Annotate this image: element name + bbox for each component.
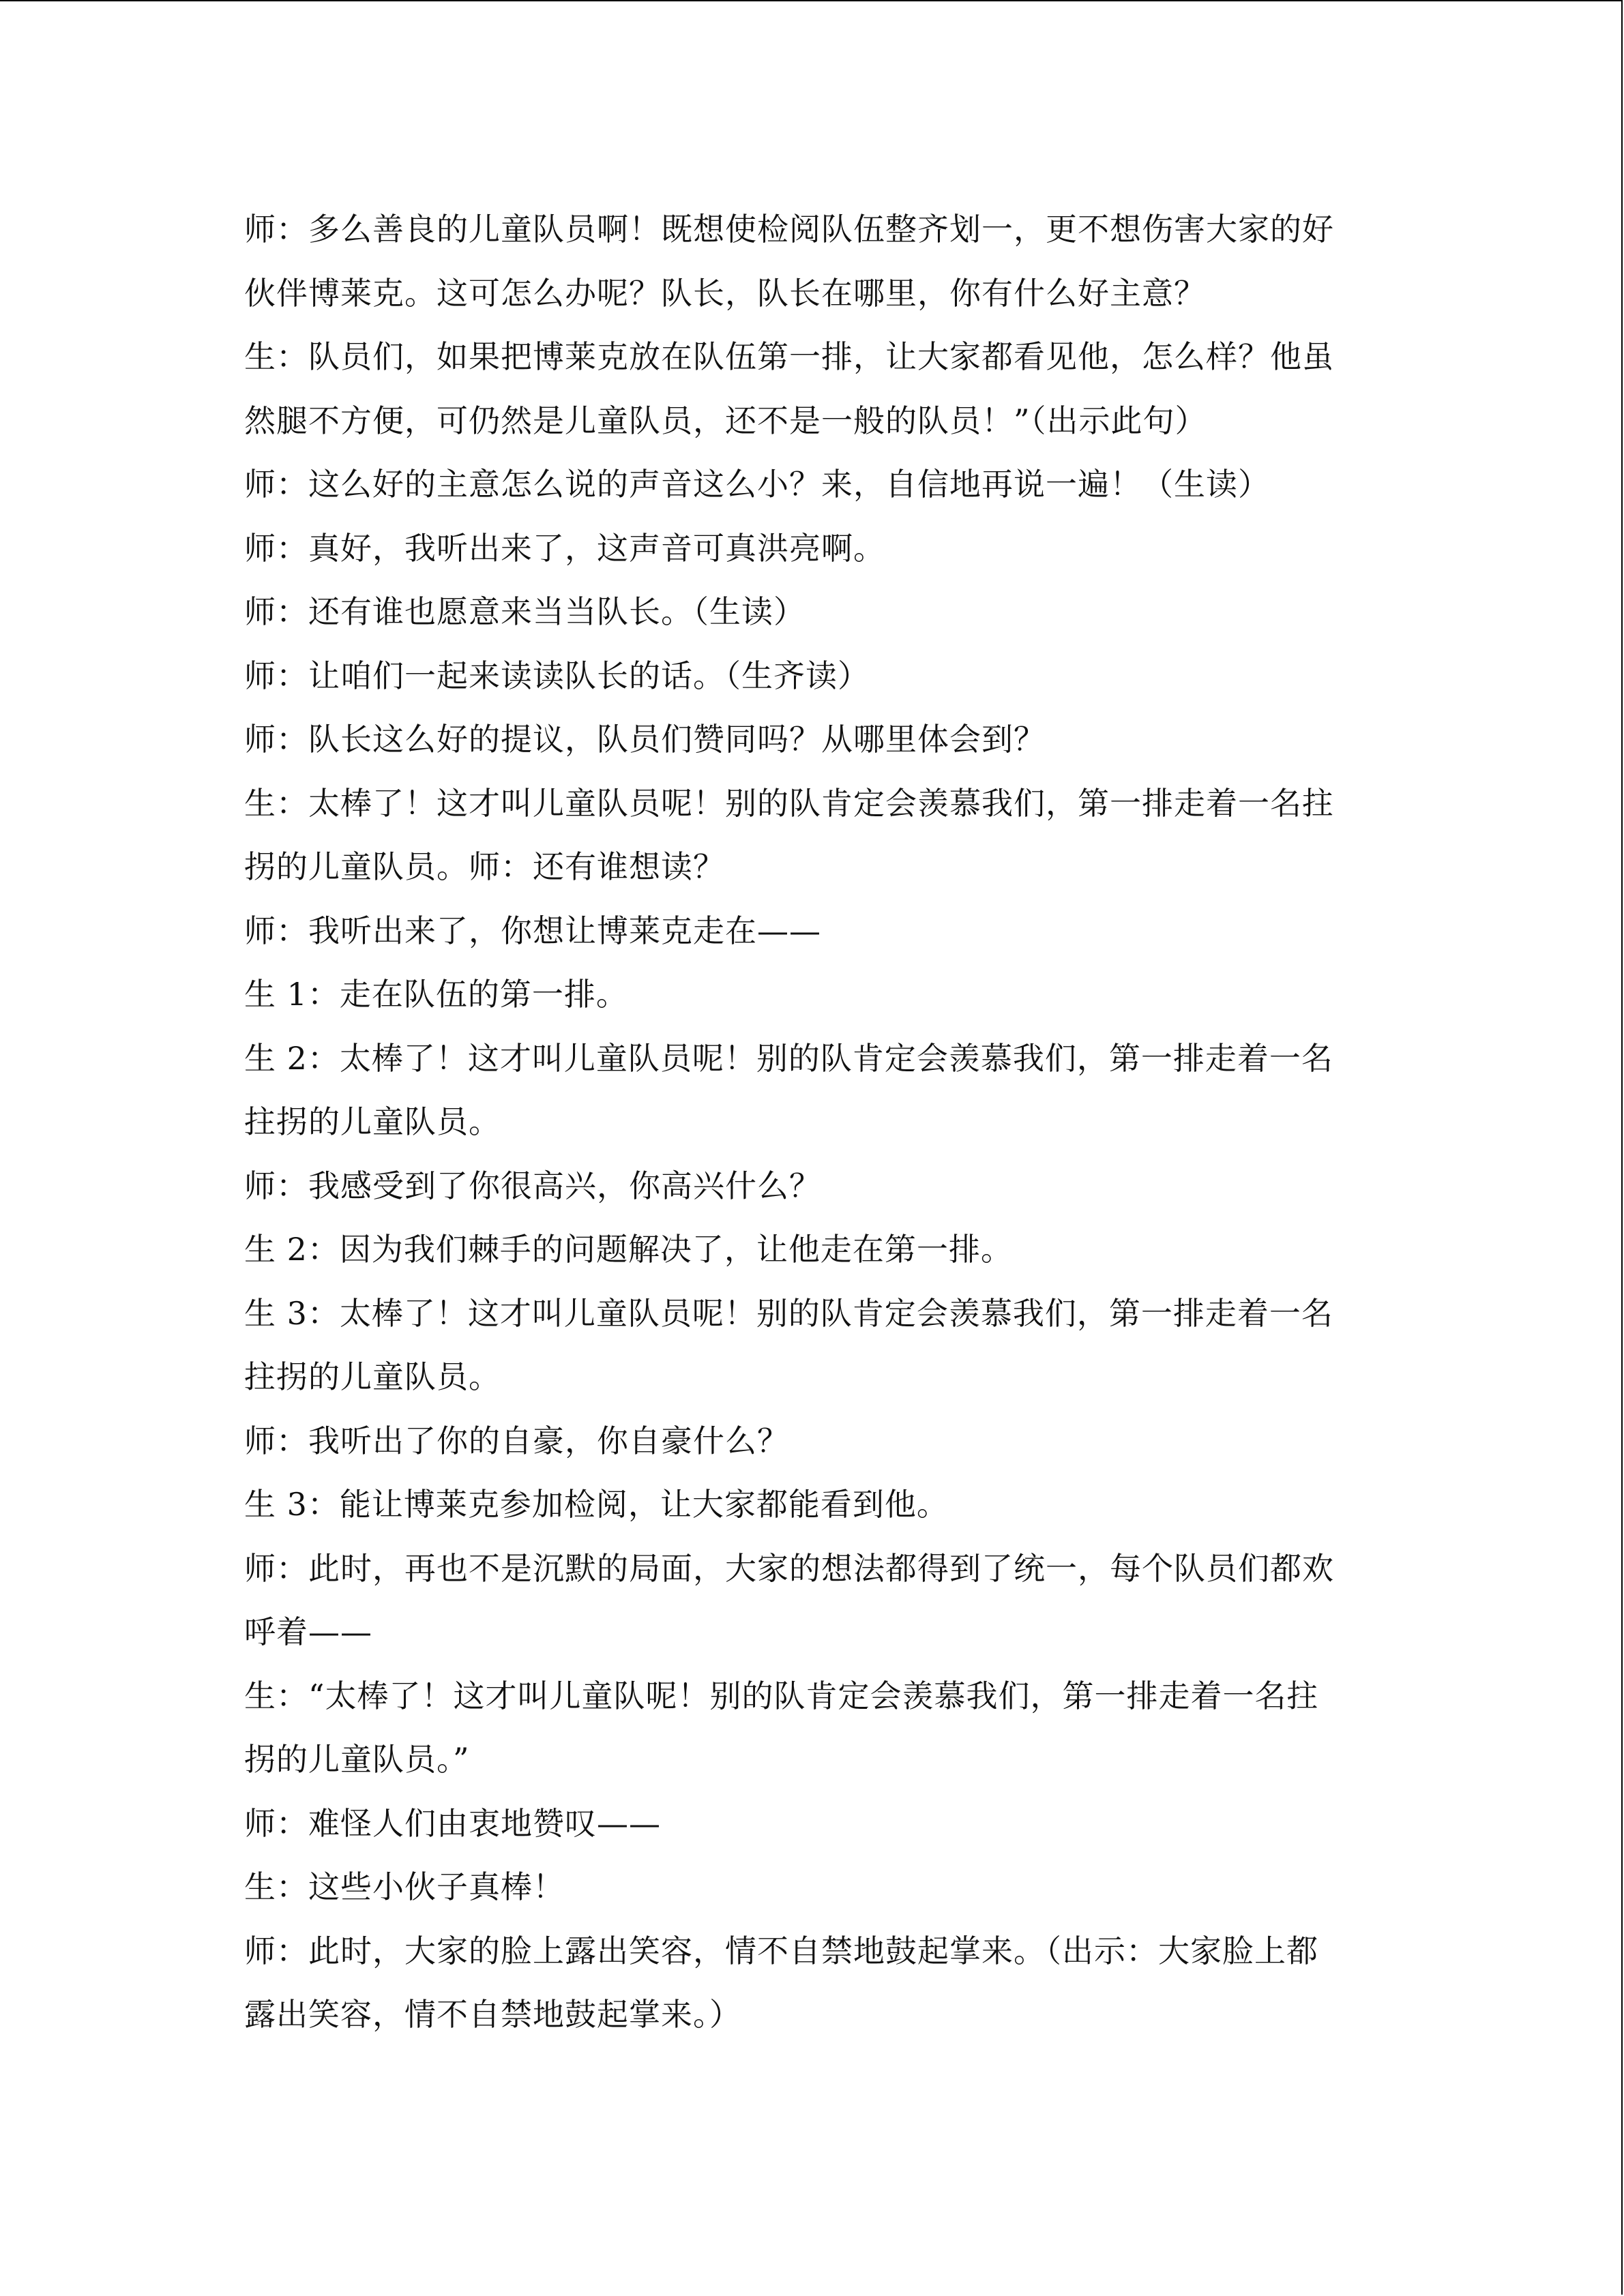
text-line-23: 呼着—— xyxy=(244,1613,372,1650)
text-line-22: 师：此时，再也不是沉默的局面，大家的想法都得到了统一，每个队员们都欢 xyxy=(244,1549,1334,1587)
text-line-25: 拐的儿童队员。” xyxy=(244,1741,470,1778)
text-line-27: 生：这些小伙子真棒！ xyxy=(244,1868,565,1905)
text-line-29: 露出笑容，情不自禁地鼓起掌来。） xyxy=(244,1996,741,2033)
text-line-28: 师：此时，大家的脸上露出笑容，情不自禁地鼓起掌来。（出示：大家脸上都 xyxy=(244,1932,1318,1969)
text-line-7: 师：还有谁也愿意来当当队长。（生读） xyxy=(244,593,806,630)
text-line-10: 生：太棒了！这才叫儿童队员呢！别的队肯定会羡慕我们，第一排走着一名拄 xyxy=(244,784,1334,822)
text-line-2: 伙伴博莱克。这可怎么办呢？队长，队长在哪里，你有什么好主意？ xyxy=(244,274,1206,312)
text-line-12: 师：我听出来了，你想让博莱克走在—— xyxy=(244,912,821,949)
text-line-13: 生 1：走在队伍的第一排。 xyxy=(244,976,628,1013)
text-line-3: 生：队员们，如果把博莱克放在队伍第一排，让大家都看见他，怎么样？他虽 xyxy=(244,338,1334,375)
document-body xyxy=(244,198,1370,2047)
text-line-24: 生：“太棒了！这才叫儿童队呢！别的队肯定会羡慕我们，第一排走着一名拄 xyxy=(244,1677,1319,1714)
text-line-11: 拐的儿童队员。师：还有谁想读？ xyxy=(244,848,725,885)
text-line-17: 生 2：因为我们棘手的问题解决了，让他走在第一排。 xyxy=(244,1231,1013,1268)
text-line-14: 生 2：太棒了！这才叫儿童队员呢！别的队肯定会羡慕我们，第一排走着一名 xyxy=(244,1039,1333,1077)
text-line-1: 师：多么善良的儿童队员啊！既想使检阅队伍整齐划一，更不想伤害大家的好 xyxy=(244,211,1334,248)
text-line-9: 师：队长这么好的提议，队员们赞同吗？从哪里体会到？ xyxy=(244,721,1046,758)
text-line-6: 师：真好，我听出来了，这声音可真洪亮啊。 xyxy=(244,529,885,567)
text-line-4: 然腿不方便，可仍然是儿童队员，还不是一般的队员！”（出示此句） xyxy=(244,402,1207,439)
text-line-15: 拄拐的儿童队员。 xyxy=(244,1103,501,1140)
text-line-19: 拄拐的儿童队员。 xyxy=(244,1358,501,1395)
text-line-18: 生 3：太棒了！这才叫儿童队员呢！别的队肯定会羡慕我们，第一排走着一名 xyxy=(244,1294,1333,1332)
text-line-5: 师：这么好的主意怎么说的声音这么小？来，自信地再说一遍！（生读） xyxy=(244,466,1270,503)
text-line-16: 师：我感受到了你很高兴，你高兴什么？ xyxy=(244,1167,821,1204)
text-line-8: 师：让咱们一起来读读队长的话。（生齐读） xyxy=(244,657,870,694)
text-line-26: 师：难怪人们由衷地赞叹—— xyxy=(244,1804,661,1842)
text-line-20: 师：我听出了你的自豪，你自豪什么？ xyxy=(244,1422,789,1459)
text-line-21: 生 3：能让博莱克参加检阅，让大家都能看到他。 xyxy=(244,1486,949,1523)
